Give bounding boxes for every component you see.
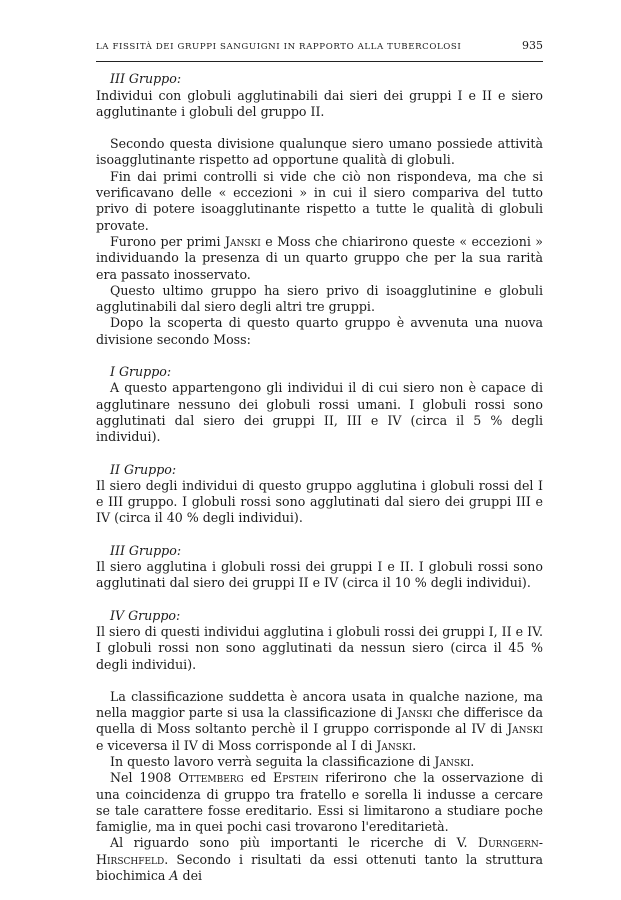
italic-a: A bbox=[169, 868, 179, 884]
group-3-text: Il siero agglutina i globuli rossi dei gruppi I e II. I globuli rossi sono agglutinati dal siero dei gruppi II e IV (circa il 10 % degli individui). bbox=[96, 559, 543, 591]
author-janski: Janski bbox=[376, 737, 413, 753]
group-1-text: A questo appartengono gli individui il di cui siero non è capace di agglutinare nessuno dei globuli rossi umani. I globuli rossi sono agglutinati dal siero dei gruppi II, III e IV (circa il 5 % degli individui). bbox=[96, 380, 543, 445]
group-3-intro-title: III Gruppo: bbox=[110, 71, 182, 87]
page bbox=[96, 38, 543, 884]
group-2-title: II Gruppo: bbox=[110, 461, 177, 477]
paragraph-8: Nel 1908 Ottemberg ed Epstein riferirono che la osservazione di una coincidenza di gruppo tra fratello e sorella li indusse a cercare se tale carattere fosse ereditario. Essi si limitarono a studiare poche famiglie, ma in quei pochi casi trovarono l'ereditarietà. bbox=[96, 770, 543, 835]
running-title: LA FISSITÀ DEI GRUPPI SANGUIGNI IN RAPPORTO ALLA TUBERCOLOSI bbox=[96, 42, 462, 52]
group-3-intro-text: Individui con globuli agglutinabili dai sieri dei gruppi I e II e siero agglutinante i globuli del gruppo II. bbox=[96, 87, 543, 119]
author-ottenberg: Ottemberg bbox=[178, 770, 244, 786]
paragraph-5: Dopo la scoperta di questo quarto gruppo è avvenuta una nuova divisione secondo Moss: bbox=[96, 315, 543, 347]
page-number: 935 bbox=[522, 39, 543, 52]
paragraph-2: Fin dai primi controlli si vide che ciò non rispondeva, ma che si verificavano delle « eccezioni » in cui il siero compariva del tutto privo di potere isoagglutinante rispetto a tutte le qualità di globuli provate. bbox=[96, 168, 543, 233]
author-janski: Janski bbox=[434, 753, 471, 769]
group-3-title: III Gruppo: bbox=[110, 542, 182, 558]
author-durngern: Durngern-Hirschfeld bbox=[96, 835, 543, 867]
author-epstein: Epstein bbox=[273, 770, 319, 786]
paragraph-1: Secondo questa divisione qualunque siero umano possiede attività isoagglutinante rispetto ad opportune qualità di globuli. bbox=[96, 136, 543, 168]
group-4-title: IV Gruppo: bbox=[110, 607, 181, 623]
paragraph-9: Al riguardo sono più importanti le ricerche di V. Durngern-Hirschfeld. Secondo i risultati da essi ottenuti tanto la struttura biochimica A dei bbox=[96, 835, 543, 884]
group-1-title: I Gruppo: bbox=[110, 364, 172, 380]
group-4-text: Il siero di questi individui agglutina i globuli rossi dei gruppi I, II e IV. I globuli rossi non sono agglutinati da nessun siero (circa il 45 % degli individui). bbox=[96, 623, 543, 672]
author-janski: Janski bbox=[224, 233, 261, 249]
paragraph-3: Furono per primi Janski e Moss che chiarirono queste « eccezioni » individuando la presenza di un quarto gruppo che per la sua rarità era passato inosservato. bbox=[96, 233, 543, 282]
author-janski: Janski bbox=[507, 721, 543, 737]
paragraph-6: La classificazione suddetta è ancora usata in qualche nazione, ma nella maggior parte si usa la classificazione di Janski che differisce da quella di Moss soltanto perchè il I gruppo corrisponde al IV di Janski e viceversa il IV di Moss corrisponde al I di Janski. bbox=[96, 688, 543, 753]
running-header bbox=[96, 38, 543, 62]
author-janski: Janski bbox=[396, 705, 433, 721]
paragraph-7: In questo lavoro verrà seguita la classificazione di Janski. bbox=[110, 753, 475, 769]
paragraph-4: Questo ultimo gruppo ha siero privo di isoagglutinine e globuli agglutinabili dal siero degli altri tre gruppi. bbox=[96, 282, 543, 315]
group-2-text: Il siero degli individui di questo gruppo agglutina i globuli rossi del I e III gruppo. I globuli rossi sono agglutinati dal siero dei gruppi III e IV (circa il 40 % degli individui). bbox=[96, 477, 543, 526]
